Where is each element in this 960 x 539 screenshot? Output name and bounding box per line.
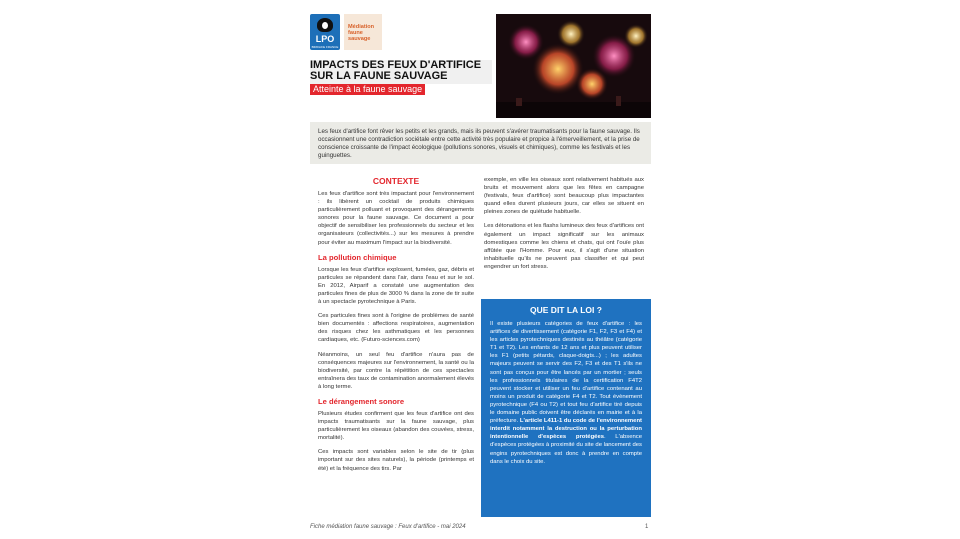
badge-line: faune: [348, 30, 363, 36]
logo-text: LPO: [315, 34, 335, 44]
column-right: [484, 176, 644, 277]
footer-text: Fiche médiation faune sauvage : Feux d'artifice - mai 2024: [310, 524, 466, 530]
context-heading: CONTEXTE: [372, 176, 420, 186]
document-title: IMPACTS DES FEUX D'ARTIFICE SUR LA FAUNE SAUVAGE: [310, 59, 482, 82]
law-box: [481, 299, 651, 517]
logo-subtext: BIRDLIFE FRANCE: [311, 45, 339, 49]
pollution-heading: La pollution chimique: [318, 252, 397, 262]
paragraph: Les détonations et les flashs lumineux des feux d'artifices ont également un impact significatif sur les animaux domestiques comme les chiens et chats, qui ont l'ouïe plus affûtée que l'Homme. Pour eux, il s'agit d'une situation inhabituelle qu'ils ne peuvent pas classifier et qui peut engendrer un fort stress.: [484, 223, 644, 270]
paragraph: Ces impacts sont variables selon le site de tir (plus important sur des sites naturels), la période (printemps et été) et la fréquence des tirs. Par: [318, 449, 474, 472]
paragraph: Ces particules fines sont à l'origine de problèmes de santé bien documentés : affections respiratoires, augmentation des risques chez les asthmatiques et les personnes cardiaques, etc. (Futuro-sciences.com): [318, 313, 474, 344]
paragraph: Lorsque les feux d'artifice explosent, fumées, gaz, débris et particules se répandent dans l'air, dans l'eau et sur le sol. En 2012, Airparif a constaté une augmentation des particules fines de plus de 3000 % dans la zone de tir suite à un spectacle pyrotechnique à Paris.: [318, 266, 474, 306]
law-text-before: Il existe plusieurs catégories de feux d'artifice : les artifices de divertissement (catégorie F1, F2, F3 et F4) et les articles pyrotechniques destinés au théâtre (catégorie T1 et T2). Les enfants de 12 ans et plus peuvent utiliser les F1 (petits pétards, claque-doigts...) ; les adultes majeurs peuvent se servir des F2, F3 et des T1 s'ils ne sont pas conçus pour être lancés par un mortier ; seuls les professionnels titulaires de la certification F4T2 peuvent stocker et utiliser un feu d'artifice contenant au moins un produit de catégorie F4 et T2. Tout évènement pyrotechnique (F4 ou T2) et tout feu d'artifice tiré depuis le domaine public doivent être déclarés en mairie et à la préfecture.: [490, 321, 642, 425]
badge-line: Médiation: [348, 24, 375, 30]
lpo-logo: [310, 14, 340, 50]
column-left: [318, 176, 474, 479]
law-text: [490, 320, 642, 466]
intro-text: Les feux d'artifice font rêver les petits et les grands, mais ils peuvent s'avérer traumatisants pour la faune sauvage. Ils occasionnent une contradiction sociétale entre cette activité très populaire et propice à l'émerveillement, et la prise de conscience croissante de l'impact écologique (pollutions sonores, visuels et chimiques), comme les festivals et les guinguettes.: [318, 128, 640, 159]
derangement-heading: Le dérangement sonore: [318, 396, 405, 406]
fireworks-illustration: [496, 14, 651, 118]
paragraph: exemple, en ville les oiseaux sont relativement habitués aux bruits et mouvement alors que les fêtes en campagne (festivals, feux d'artifice) sont beaucoup plus impactantes quand elles durent plusieurs jours, car elles se situent en pleines zones de quiétude habituelle.: [484, 177, 644, 216]
page-number: 1: [645, 524, 649, 530]
law-article-bold: L'article L411-1 du code de l'environnement interdit notamment la destruction ou la perturbation intentionnelle d'espèces protégées: [490, 418, 642, 441]
law-heading: QUE DIT LA LOI ?: [530, 305, 602, 315]
paragraph: Néanmoins, un seul feu d'artifice n'aura pas de conséquences majeures sur l'environnement, la santé ou la biodiversité, par contre la répétition de ces spectacles entraînera des taux de contamination anormalement élevés à long terme.: [318, 351, 474, 390]
paragraph: Plusieurs études confirment que les feux d'artifice ont des impacts traumatisants sur la faune sauvage, plus particulièrement les oiseaux (abandon des couvées, stress, mortalité).: [318, 410, 474, 442]
law-text-after: . L'absence d'espèces protégées à proximité du site de lancement des engins pyrotechniques est donc à prendre en compte dans le choix du site.: [490, 434, 642, 465]
paragraph: Les feux d'artifice sont très impactant pour l'environnement : ils libèrent un cocktail de produits chimiques particulièrement polluant et provoquent des dérangements sonores pour la faune sauvage. Ce document a pour objectif de sensibiliser les professionnels du secteur et les organisateurs (collectivités...) sur les mesures à prendre pour éviter au maximum l'impact sur la biodiversité.: [318, 191, 474, 246]
mediation-badge: [344, 14, 382, 50]
document-subtitle: Atteinte à la faune sauvage: [310, 84, 425, 95]
fireworks-image: [496, 14, 651, 118]
badge-line: sauvage: [348, 36, 371, 42]
puffin-icon: [317, 18, 333, 32]
